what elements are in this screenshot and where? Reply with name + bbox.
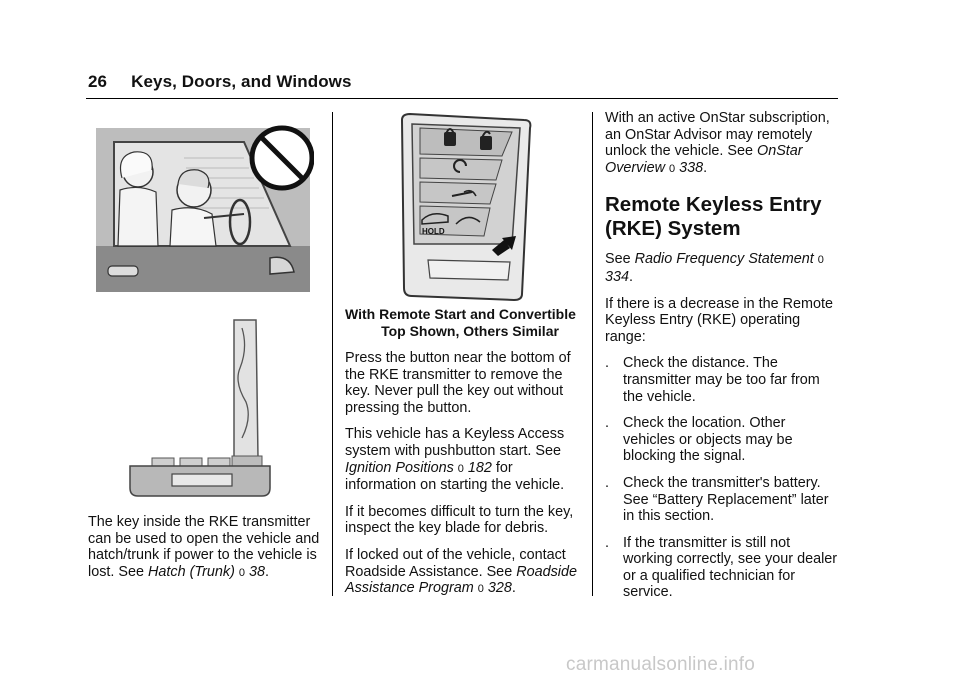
- key-debris-paragraph: If it becomes difficult to turn the key, inspect the key blade for debris.: [345, 503, 574, 537]
- list-item: . Check the distance. The transmitter may be too far from the vehicle.: [605, 355, 820, 405]
- range-decrease-paragraph: If there is a decrease in the Remote Keyless Entry (RKE) operating range:: [605, 295, 833, 345]
- link-radio-frequency-statement[interactable]: Radio Frequency Statement: [634, 251, 814, 268]
- list-item: . If the transmitter is still not working correctly, see your dealer or a qualified technician for service.: [605, 534, 838, 601]
- key-blade-illustration: [124, 318, 274, 500]
- page-link-38[interactable]: 38: [249, 563, 266, 580]
- page-ref-icon: 0: [477, 583, 484, 596]
- onstar-paragraph: With an active OnStar subscription, an OnStar Advisor may remotely unlock the vehicle. See OnStar Overview 0 338.: [605, 110, 830, 176]
- page-number: 26: [88, 72, 108, 91]
- rf-statement-paragraph: See Radio Frequency Statement 0 334.: [605, 251, 824, 285]
- fob-hold-label: HOLD: [422, 227, 445, 236]
- link-ignition-positions[interactable]: Ignition Positions: [345, 459, 454, 476]
- page-header: [88, 72, 352, 92]
- header-rule: [86, 98, 838, 99]
- page-ref-icon: 0: [668, 162, 676, 175]
- remove-key-paragraph: Press the button near the bottom of the RKE transmitter to remove the key. Never pull the key out without pressing the button.: [345, 350, 571, 416]
- locked-out-paragraph: If locked out of the vehicle, contact Roadside Assistance. See Roadside Assistance Program 0 328.: [345, 546, 578, 597]
- page-link-182[interactable]: 182: [467, 459, 492, 476]
- watermark: carmanualsonline.info: [566, 654, 756, 675]
- left-column: [88, 514, 326, 591]
- page-ref-icon: 0: [817, 254, 824, 267]
- page-ref-icon: 0: [457, 462, 464, 475]
- section-title: Keys, Doors, and Windows: [131, 72, 352, 91]
- list-item: . Check the transmitter's battery. See “Battery Replacement” later in this section.: [605, 474, 829, 525]
- right-column: [605, 110, 841, 611]
- page-link-328[interactable]: 328: [487, 580, 512, 597]
- key-fob-illustration: [392, 112, 536, 302]
- list-item: . Check the location. Other vehicles or objects may be blocking the signal.: [605, 415, 793, 465]
- children-in-car-illustration: [94, 118, 314, 294]
- middle-column: [345, 306, 585, 608]
- page-ref-icon: 0: [238, 566, 246, 579]
- figure-caption: With Remote Start and Convertible Top Shown, Others Similar: [345, 306, 576, 339]
- link-hatch-trunk[interactable]: Hatch (Trunk): [148, 563, 235, 580]
- page-link-338[interactable]: 338: [679, 159, 704, 176]
- section-heading: Remote Keyless Entry (RKE) System: [605, 193, 822, 241]
- column-divider-left: [332, 112, 333, 596]
- keyless-access-paragraph: This vehicle has a Keyless Access system with pushbutton start. See Ignition Positions 0 182 for information on starting the vehicle.: [345, 426, 565, 494]
- column-divider-right: [592, 112, 593, 596]
- page-link-334[interactable]: 334: [605, 268, 630, 285]
- link-onstar-overview[interactable]: OnStar Overview: [605, 143, 803, 176]
- troubleshooting-list: [605, 355, 841, 601]
- link-roadside-assistance[interactable]: Roadside Assistance Program: [345, 563, 578, 597]
- key-paragraph: The key inside the RKE transmitter can be used to open the vehicle and hatch/trunk if power to the vehicle is lost. See Hatch (Trunk) 0 38.: [88, 514, 320, 580]
